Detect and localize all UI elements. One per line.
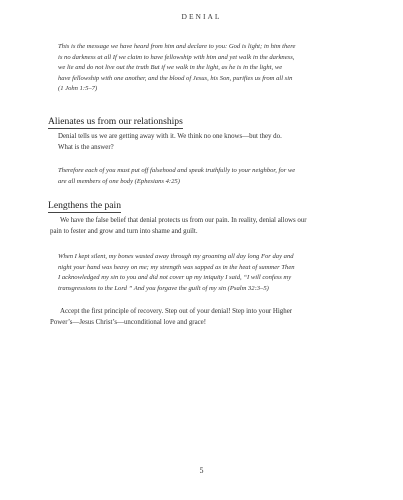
quote-line: This is the message we have heard from him and declare to you: God is light; in him there <box>58 43 296 50</box>
page-number: 5 <box>199 466 204 475</box>
running-head: DENIAL <box>181 12 222 21</box>
section-heading-alienates: Alienates us from our relationships <box>48 116 183 127</box>
scripture-quote-ephesians <box>58 166 368 187</box>
quote-line: transgressions to the Lord ” And you forgave the guilt of my sin (Psalm 32:3–5) <box>58 284 269 292</box>
section-1-body <box>58 131 368 153</box>
quote-line: is no darkness at all If we claim to have fellowship with him and yet walk in the darkness, <box>58 53 295 61</box>
section-2-body <box>50 215 370 237</box>
body-line: Denial tells us we are getting away with it. We think no one knows—but they do. <box>58 133 282 140</box>
quote-line: Therefore each of you must put off falsehood and speak truthfully to your neighbor, for we <box>58 167 296 174</box>
closing-paragraph <box>50 306 370 328</box>
body-line: We have the false belief that denial protects us from our pain. In reality, denial allows our <box>60 217 307 224</box>
body-line: Power’s—Jesus Christ’s—unconditional love and grace! <box>50 319 207 326</box>
body-line: Accept the first principle of recovery. Step out of your denial! Step into your Higher <box>60 308 293 315</box>
body-line: pain to fester and grow and turn into shame and guilt. <box>50 228 198 235</box>
body-line: What is the answer? <box>58 144 114 151</box>
quote-line: we lie and do not live out the truth But if we walk in the light, as he is in the light, we <box>58 64 283 72</box>
quote-line: night your hand was heavy on me; my strength was sapped as in the heat of summer Then <box>58 263 295 271</box>
quote-line: (1 John 1:5–7) <box>58 85 98 93</box>
scripture-quote-psalm <box>58 252 368 294</box>
scripture-quote-1john <box>58 42 368 95</box>
quote-line: I acknowledged my sin to you and did not cover up my iniquity I said, “I will confess my <box>58 274 292 282</box>
quote-line: When I kept silent, my bones wasted away through my groaning all day long For day and <box>58 253 294 260</box>
quote-line: are all members of one body (Ephesians 4:25) <box>58 177 180 185</box>
quote-line: have fellowship with one another, and the blood of Jesus, his Son, purifies us from all sin <box>58 74 293 82</box>
section-heading-lengthens: Lengthens the pain <box>48 200 121 211</box>
